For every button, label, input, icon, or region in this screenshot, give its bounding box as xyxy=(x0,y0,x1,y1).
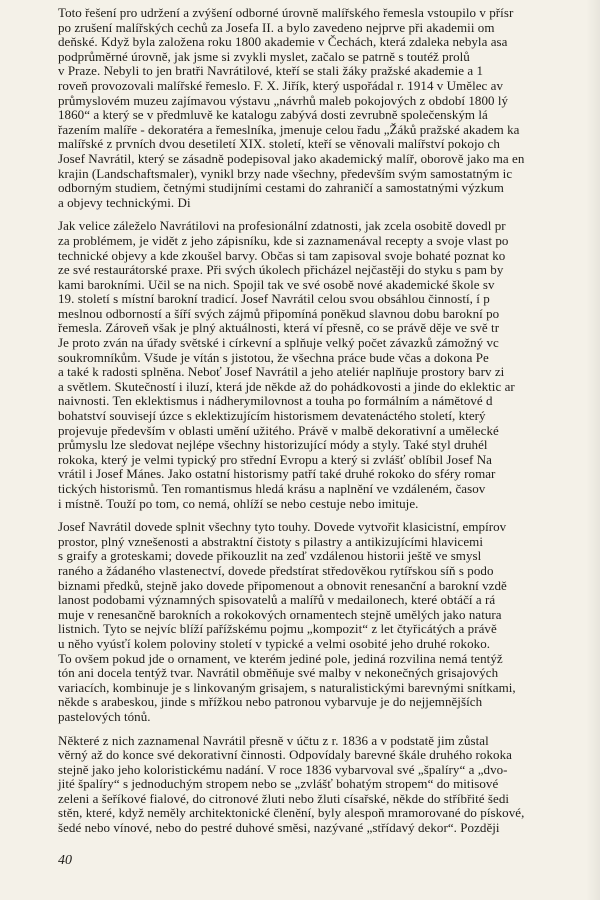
text-line: malířské z prvních dvou desetiletí XIX. století, kteří se věnovali malířství pokojo ch xyxy=(58,136,500,152)
paragraph xyxy=(58,520,600,724)
text-line: meslnou odborností a šíří svých zájmů připomíná poněkud slavnou dobu barokní po xyxy=(58,305,500,321)
text-line: i místně. Touží po tom, co nemá, ohlíží se nebo cestuje nebo imituje. xyxy=(58,495,419,511)
text-line: To ovšem pokud jde o ornament, ve kterém jediné pole, jediná rozvilina nemá tentýž xyxy=(58,650,503,666)
text-line: listnich. Tyto se nejvíc blíží pařížskému pojmu „kompozit“ z let čtyřicátých a právě xyxy=(58,621,497,637)
text-line: stejně jako jeho koloristickému nadání. V roce 1836 vybarvoval své „špalíry“ a „dvo- xyxy=(58,761,508,777)
text-line: stěn, které, když neměly architektonické členění, byly alespoň mramorované do pískové, xyxy=(58,805,525,821)
text-line: jité špalíry“ s jednoduchým stropem nebo se „zvlášť bohatým stropem“ do mitisové xyxy=(58,776,499,792)
text-line: kami barokními. Učil se na nich. Spojil tak ve své osobě nové akademické škole sv xyxy=(58,276,495,292)
text-line: řemesla. Zároveň však je plný aktuálnosti, která ví přesně, co se právě děje ve svě tr xyxy=(58,320,500,336)
text-line: tón ani docela tentýž tvar. Navrátil obměňuje své malby v nekonečných grisajových xyxy=(58,665,499,681)
text-line: a také k radosti splněna. Neboť Josef Navrátil a jeho ateliér naplňuje prostory barv zi xyxy=(58,364,505,380)
text-line: průmyslovém muzeu zajímavou výstavu „návrhů maleb pokojových z období 1800 lý xyxy=(58,92,509,108)
text-line: podprůměrné úrovně, jak jsme si zvykli myslet, začalo se patrně s toutéž prolů xyxy=(58,48,470,64)
text-line: Josef Navrátil, který se zásadně podepisoval jako akademický malíř, oborově jako ma en xyxy=(58,150,525,166)
text-line: řazením malíře - dekoratéra a řemeslníka, jmenuje celou řadu „Žáků pražské akadem ka xyxy=(58,121,520,137)
text-line: s graify a groteskami; dovede přikouzlit na zeď vzdálenou historii ještě ve smysl xyxy=(58,548,482,564)
text-line: v Praze. Nebyli to jen bratři Navrátilové, kteří se stali žáky pražské akademie a 1 xyxy=(58,63,484,79)
text-line: raného a žádaného vlastenectví, dovede předstírat středověkou rytířskou síň s podo xyxy=(58,562,494,578)
text-line: u něho vyúsťí kolem poloviny století v typické a velmi osobité jeho druhé rokoko. xyxy=(58,635,491,651)
text-line: Toto řešení pro udržení a zvýšení odborné úrovně malířského řemesla vstoupilo v přísr xyxy=(58,5,514,20)
paragraph xyxy=(58,219,600,511)
text-line: průmyslu lze sledovat nejlépe všechny historizující módy a styly. Také styl druhél xyxy=(58,437,488,453)
text-line: deňské. Když byla založena roku 1800 akademie v Čechách, která zdaleka nebyla asa xyxy=(58,34,508,50)
text-line: Josef Navrátil dovede splnit všechny tyto touhy. Dovede vytvořit klasicistní, empírov xyxy=(58,519,507,535)
text-line: roveň provozovali malířské řemeslo. F. X. Jiřík, který uspořádal r. 1914 v Umělec av xyxy=(58,77,504,93)
text-line: krajin (Landschaftsmaler), vynikl brzy nade všechny, především svým samostatným ic xyxy=(58,165,513,181)
text-line: šedé nebo vínové, nebo do pestré duhové směsi, nazývané „střídavý dekor“. Později xyxy=(58,820,500,836)
paragraph xyxy=(58,734,600,836)
text-line: variacích, kombinuje je s linkovaným grisajem, s naturalistickými barevnými snítkami, xyxy=(58,679,516,695)
text-line: ze své restaurátorské praxe. Při svých úkolech přicházel nejčastěji do styku s pam by xyxy=(58,262,504,278)
text-line: naivnosti. Ten eklektismus i nádherymilovnost a touha po formálním a námětové d xyxy=(58,393,493,409)
text-line: rokoka, který je velmi typický pro střední Evropu a který si zvlášť oblíbil Josef Na xyxy=(58,451,492,467)
text-line: projevuje především v oblasti umění užitého. Právě v malbě dekorativní a umělecké xyxy=(58,422,499,438)
text-line: odborným studiem, četnými studijními cestami do zahraničí a samostatnými výzkum xyxy=(58,180,504,196)
text-line: tických historismů. Ten romantismus hledá krásu a naplnění ve vzdáleném, časov xyxy=(58,481,486,496)
text-line: lanost podobami významných spisovatelů a malířů v medailonech, které obtáčí a rá xyxy=(58,592,496,608)
text-line: prostor, plný vznešenosti a abstraktní čistoty s pilastry a antikizujícími hlavicemi xyxy=(58,533,484,549)
text-line: Jak velice záleželo Navrátilovi na profesionální zdatnosti, jak zcela osobitě dovedl pr xyxy=(58,218,506,234)
text-line: někde s arabeskou, jinde s mřížkou nebo patronou vybarvuje je do nejjemnějších xyxy=(58,694,483,710)
text-line: a světlem. Skutečností i iluzí, která jde někde až do pohádkovosti a jinde do eklektic ar xyxy=(58,378,515,394)
text-line: technické objevy a kde zkoušel barvy. Občas si tam zapisoval svoje bohaté poznat ko xyxy=(58,247,506,263)
page-number: 40 xyxy=(58,853,72,868)
text-line: biznami předků, stejně jako dovede připomenout a obnovit renesanční a barokní vzdě xyxy=(58,577,507,593)
text-line: muje v renesančně barokních a rokokových ornamentech stejně umělých jako natura xyxy=(58,606,502,622)
text-line: za problémem, je vidět z jeho zápisníku, kde si zaznamenával recepty a svoje vlast po xyxy=(58,232,509,248)
text-line: a objevy technickými. Di xyxy=(58,194,191,210)
text-line: věrný až do konce své dekorativní činnosti. Odpovídaly barevné škále druhého rokoka xyxy=(58,747,512,763)
text-line: pastelových tónů. xyxy=(58,708,151,724)
text-line: Je proto zván na úřady světské i církevní a splňuje velký počet závazků zámožný vc xyxy=(58,335,499,351)
text-line: vrátil i Josef Mánes. Jako ostatní historismy patří také druhé rokoko do sféry romar xyxy=(58,466,496,482)
paragraph xyxy=(58,6,600,210)
text-line: Některé z nich zaznamenal Navrátil přesně v účtu z r. 1836 a v podstatě jim zůstal xyxy=(58,732,489,748)
text-line: 1860“ a který se v předmluvě ke katalogu zabývá dosti zevrubně společenským lá xyxy=(58,107,488,123)
text-line: po zrušení malířských cechů za Josefa II. a bylo zavedeno nejprve při akademii om xyxy=(58,19,495,35)
text-line: 19. století s místní barokní tradicí. Josef Navrátil celou svou obsáhlou činností, í p xyxy=(58,291,490,307)
text-line: zeleni a šeříkové fialové, do citronové žluti nebo žluti císařské, někde do stříbřité šedi xyxy=(58,790,510,806)
text-line: soukromníkům. Všude je vítán s jistotou, že všechna práce bude včas a dokona Pe xyxy=(58,349,489,365)
text-line: bohatství souvisejí úzce s eklektizujícím historismem devatenáctého století, který xyxy=(58,408,486,424)
text-column xyxy=(58,6,600,845)
